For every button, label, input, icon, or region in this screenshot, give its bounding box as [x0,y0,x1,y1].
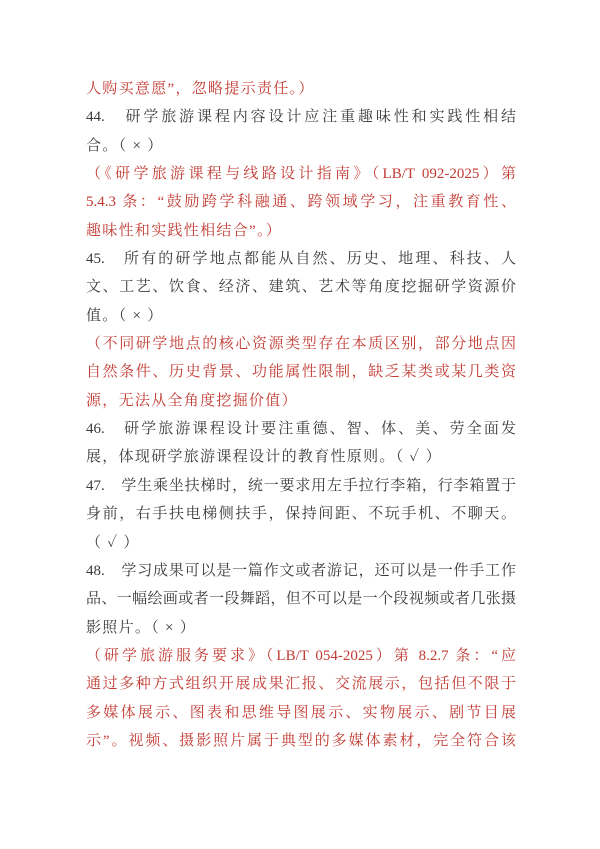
question-46-line-2: 展，体现研学旅游课程设计的教育性原则。（ ✓ ） [86,449,442,466]
note-44-line-2: 5.4.3 条：“鼓励跨学科融通、跨领域学习，注重教育性、 [86,194,516,211]
question-46-line-1: 46. 研学旅游课程设计要注重德、智、体、美、劳全面发 [86,421,516,438]
note-45-line-3: 源，无法从全角度挖掘价值） [86,392,298,409]
note-44-line-3: 趣味性和实践性相结合”。） [86,222,283,239]
question-47-line-1: 47. 学生乘坐扶梯时，统一要求用左手拉行李箱，行李箱置于 [86,477,516,494]
note-48-line-2: 通过多种方式组织开展成果汇报、交流展示，包括但不限于 [86,676,516,693]
question-48-line-3: 影照片。（ × ） [86,619,197,636]
question-47-line-2: 身前，右手扶电梯侧扶手，保持间距、不玩手机、不聊天。 [86,506,516,523]
question-44-line-2: 合。（ × ） [86,137,164,154]
note-44-line-1: （《研学旅游课程与线路设计指南》（LB/T 092-2025）第 [86,166,516,183]
note-45-line-1: （不同研学地点的核心资源类型存在本质区别，部分地点因 [86,336,516,353]
note-43-continuation: 人购买意愿”，忽略提示责任。） [86,81,315,97]
note-48-line-4: 示”。视频、摄影照片属于典型的多媒体素材，完全符合该 [86,732,516,749]
question-47-line-3: （ ✓ ） [86,534,140,551]
question-48-line-2: 品、一幅绘画或者一段舞蹈，但不可以是一个段视频或者几张摄 [86,591,516,608]
note-48-line-3: 多媒体展示、图表和思维导图展示、实物展示、剧节目展 [86,704,516,721]
question-48-line-1: 48. 学习成果可以是一篇作文或者游记，还可以是一件手工作 [86,562,516,579]
question-page-content [86,75,516,755]
question-44-line-1: 44. 研学旅游课程内容设计应注重趣味性和实践性相结 [86,109,516,126]
note-45-line-2: 自然条件、历史背景、功能属性限制，缺乏某类或某几类资 [86,364,516,381]
question-45-line-3: 值。（ × ） [86,307,164,324]
note-48-line-1: （研学旅游服务要求》（LB/T 054-2025）第 8.2.7 条：“应 [86,647,516,664]
question-45-line-1: 45. 所有的研学地点都能从自然、历史、地理、科技、人 [86,251,516,268]
question-45-line-2: 文、工艺、饮食、经济、建筑、艺术等角度挖掘研学资源价 [86,279,516,296]
